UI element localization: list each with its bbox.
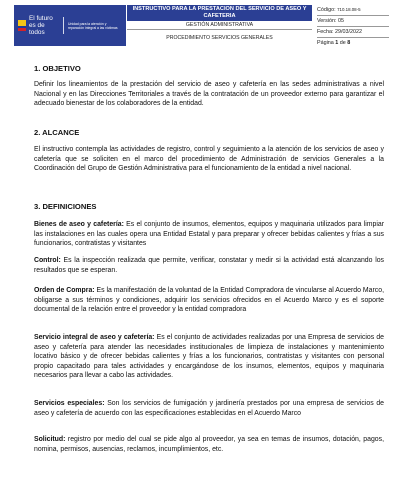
date-cell: Fecha: 29/03/2022 [317, 27, 389, 38]
procedure-name: PROCEDIMIENTO SERVICIOS GENERALES [166, 35, 273, 41]
paragraph-alcance: El instructivo contempla las actividades de registro, control y seguimiento a la atención de los servicios de aseo y cafetería que se soliciten en el marco del procedimiento de Administración de servicios Generales a la Coordinación del Grupo de Gestión Administrativa para el funcionamiento de la entidad a nivel nacional. [34, 146, 384, 173]
colombia-flag-icon [18, 20, 26, 31]
document-title: INSTRUCTIVO PARA LA PRESTACION DEL SERVICIO DE ASEO Y CAFETERIA [127, 5, 312, 21]
paragraph-objetivo: Definir los lineamientos de la prestación del servicio de aseo y cafetería en las sedes administrativas a nivel Nacional y en las Direcciones Territoriales a través de la contratación de un proveedor externo para garantizar el adecuado bienestar de los colaboradores de la entidad. [34, 81, 384, 108]
definition-text: Es la manifestación de la voluntad de la Entidad Compradora de vincularse al Acuerdo Marco, obligarse a sus términos y condiciones, adquirir los servicios ofrecidos en el Acuerdo Marco y es el soporte documental de la relación entre el proveedor y la entidad compradora [34, 287, 384, 314]
version-cell: Versión: 05 [317, 16, 389, 27]
code-cell: Código: 710.18.08-5 [317, 5, 389, 16]
definition-text: Es la inspección realizada que permite, verificar, constatar y medir si la actividad está alcanzando los resultados que se esperan. [34, 257, 384, 274]
definition-item [34, 399, 384, 418]
section-heading-objetivo: 1. OBJETIVO [34, 64, 81, 73]
header-title-block [127, 5, 312, 46]
logo-block [14, 5, 126, 46]
logo-divider [63, 17, 64, 34]
definition-text: Es el conjunto de actividades realizadas por una Empresa de servicios de aseo y cafetería para atender las necesidades institucionales de limpieza de instalaciones y mantenimiento locativo básico y de ofrecer bebidas calientes y frías a los funcionarios, contratistas y visitantes con personal propio capacitado para tales actividades y encargándose de los insumos, elementos, equipos y maquinaria necesarios para llevar a cabo las actividades. [34, 334, 384, 380]
section-heading-definiciones: 3. DEFINICIONES [34, 202, 97, 211]
definition-text: registro por medio del cual se pide algo al proveedor, ya sea en temas de insumos, dotación, pagos, nomina, permisos, ausencias, reclamos, incumplimientos, etc. [34, 436, 384, 453]
definition-item [34, 435, 384, 454]
definition-item [34, 256, 384, 275]
definition-item [34, 220, 384, 249]
definition-term: Servicio integral de aseo y cafetería: [34, 334, 155, 341]
unit-name: Unidad para la atención y reparación integral a las víctimas [68, 21, 118, 30]
area-name: GESTIÓN ADMINISTRATIVA [127, 21, 312, 30]
document-meta [317, 5, 389, 46]
section-heading-alcance: 2. ALCANCE [34, 128, 80, 137]
definition-term: Solicitud: [34, 436, 66, 443]
definition-text: Es el conjunto de insumos, elementos, equipos y maquinaria utilizados para limpiar las instalaciones en las cuales opera una Entidad Estatal y para preparar y ofrecer bebidas calientes y frías a sus funcionarios, contratistas y visitantes [34, 221, 384, 248]
definition-item [34, 286, 384, 315]
definition-term: Servicios especiales: [34, 400, 105, 407]
definition-text: Son los servicios de fumigación y jardinería prestados por una empresa de servicios de aseo y cafetería de acuerdo con las especificaciones establecidas en el Acuerdo Marco [34, 400, 385, 417]
brand-text: El futuro es de todos [29, 15, 53, 36]
definition-term: Bienes de aseo y cafetería: [34, 221, 124, 228]
definition-item [34, 333, 384, 381]
page-cell: Página 1 de 8 [317, 40, 351, 46]
definition-term: Orden de Compra: [34, 287, 95, 294]
document-header [14, 5, 389, 47]
definition-term: Control: [34, 257, 61, 264]
